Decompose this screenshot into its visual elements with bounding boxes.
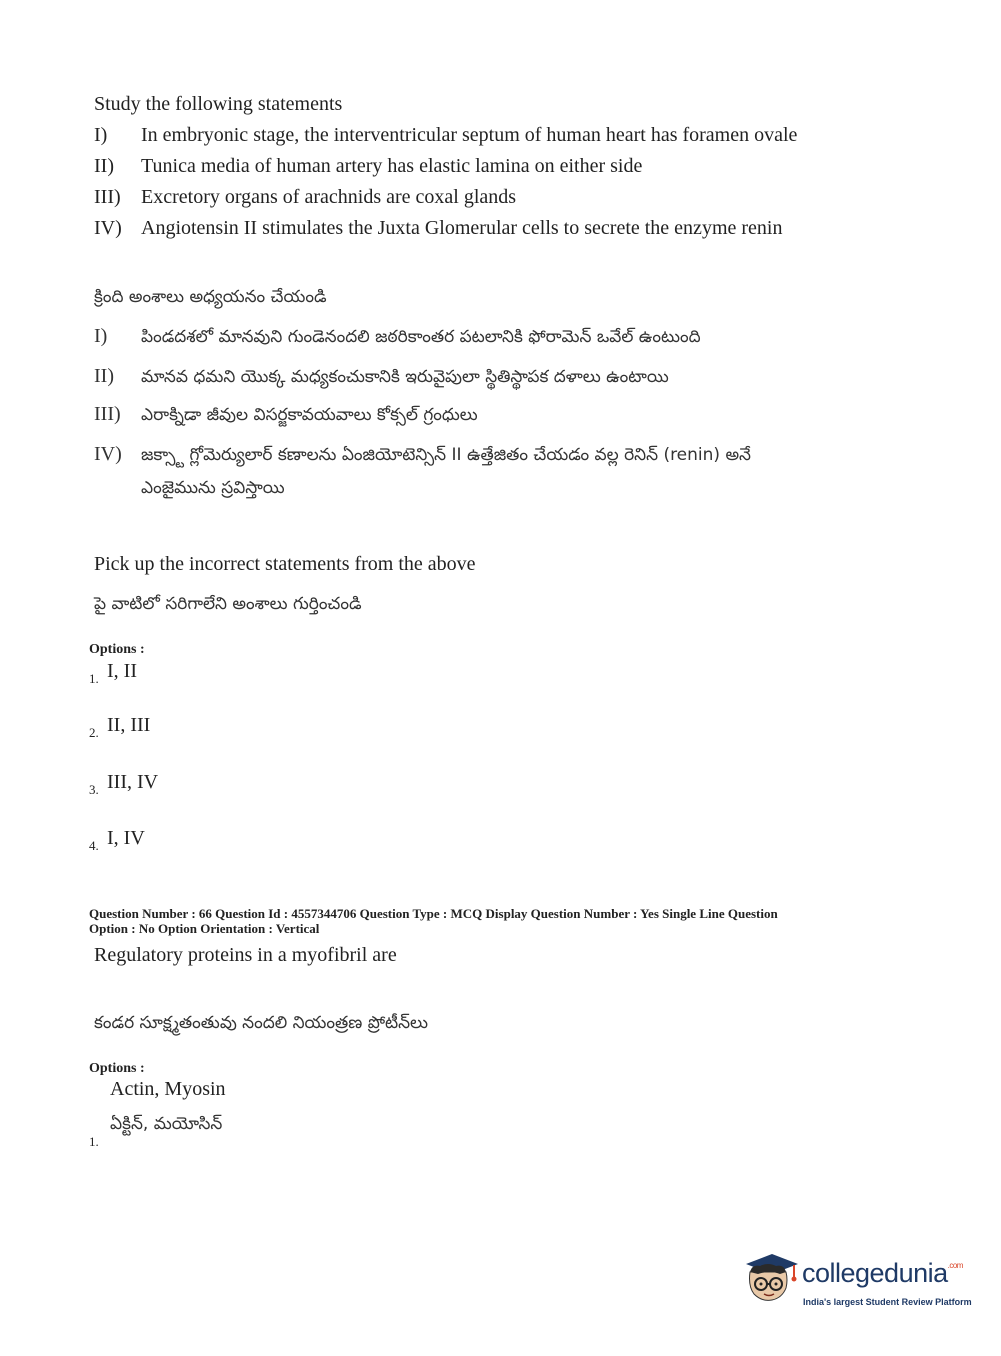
brand-tagline: India's largest Student Review Platform — [803, 1297, 972, 1307]
q65-statement-te-1: I) పిండదశలో మానవుని గుండెనందలి జఠరికాంతర పటలానికి ఫోరామెన్ ఒవేల్ ఉంటుంది — [94, 325, 701, 347]
q65-question-en: Pick up the incorrect statements from the above — [94, 553, 476, 575]
graduate-mascot-icon — [740, 1250, 800, 1310]
q66-meta-line2: Option : No Option Orientation : Vertical — [89, 921, 320, 936]
q66-meta — [89, 906, 949, 936]
q66-options-label: Options : — [89, 1061, 145, 1076]
q65-statement-te-2: II) మానవ ధమని యొక్క మధ్యకంచుకానికి ఇరువైపులా స్థితిస్థాపక దళాలు ఉంటాయి — [94, 365, 669, 387]
q65-options-label: Options : — [89, 642, 145, 657]
q65-question-te: పై వాటిలో సరిగాలేని అంశాలు గుర్తించండి — [94, 594, 362, 614]
q65-intro-en: Study the following statements — [94, 93, 343, 115]
q65-statement-en-1: I) In embryonic stage, the interventricular septum of human heart has foramen ovale — [94, 124, 798, 146]
q66-option-1-te: ఏక్టిన్, మయోసిన్ — [110, 1114, 223, 1134]
q66-question-en: Regulatory proteins in a myofibril are — [94, 944, 397, 966]
q65-option-3[interactable]: 3. III, IV — [89, 771, 159, 797]
q65-statement-en-4: IV) Angiotensin II stimulates the Juxta Glomerular cells to secrete the enzyme renin — [94, 217, 783, 239]
q65-option-1[interactable]: 1. I, II — [89, 660, 137, 686]
q66-option-1-en: Actin, Myosin — [110, 1078, 226, 1100]
q66-option-1-number: 1. — [89, 1134, 99, 1149]
q65-statement-en-2: II) Tunica media of human artery has elastic lamina on either side — [94, 155, 643, 177]
q65-intro-te: క్రింది అంశాలు అధ్యయనం చేయండి — [94, 287, 327, 307]
q65-statement-te-4: IV) జక్స్టా గ్లోమెర్యులార్ కణాలను ఏంజియోటెన్సిన్ II ఉత్తేజితం చేయడం వల్ల రెనిన్ (renin) అనే — [94, 443, 751, 465]
q65-statement-te-3: III) ఎరాక్నిడా జీవుల విసర్జకావయవాలు కోక్సల్ గ్రంధులు — [94, 403, 478, 425]
brand-logo-text: collegedunia$^{.com}$ — [802, 1258, 963, 1288]
q66-question-te: కండర సూక్ష్మతంతువు నందలి నియంత్రణ ప్రోటీన్‌లు — [94, 1013, 428, 1033]
q65-statement-te-4-cont: ఎంజైమును స్రవిస్తాయి — [141, 478, 285, 498]
q65-option-4[interactable]: 4. I, IV — [89, 827, 145, 853]
q66-meta-line1: Question Number : 66 Question Id : 4557344706 Question Type : MCQ Display Question Number : Yes Single Line Question — [89, 906, 778, 921]
q65-option-2[interactable]: 2. II, III — [89, 714, 151, 740]
q65-statement-en-3: III) Excretory organs of arachnids are coxal glands — [94, 186, 517, 208]
